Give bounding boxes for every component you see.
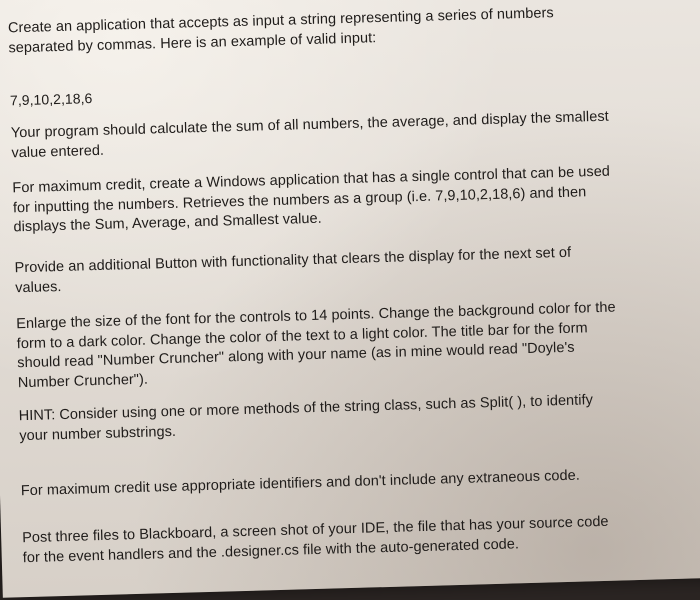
hint-paragraph: HINT: Consider using one or more methods of the string class, such as Split( ), to identify your number substrings.: [18, 392, 594, 444]
windows-app-paragraph: For maximum credit, create a Windows application that has a single control that can be used for inputting the numbers. Retrieves the numbers as a group (i.e. 7,9,10,2,18,6) and then displays the Sum, Average, and Smallest value.: [12, 163, 611, 236]
example-input: 7,9,10,2,18,6: [9, 90, 93, 109]
clear-button-paragraph: Provide an additional Button with functionality that clears the display for the next set of values.: [14, 244, 572, 296]
identifiers-paragraph: For maximum credit use appropriate identifiers and don't include any extraneous code.: [20, 467, 581, 500]
intro-paragraph: Create an application that accepts as input a string representing a series of numbers separated by commas. Here is an example of valid input:: [7, 5, 554, 56]
calculation-paragraph: Your program should calculate the sum of all numbers, the average, and display the smallest value entered.: [10, 108, 609, 161]
font-and-color-paragraph: Enlarge the size of the font for the controls to 14 points. Change the background color for the form to a dark color. Change the color of the text to a light color. The title bar for the form should read "Number Cruncher" along with your name (as in mine would read "Doyle's Number Cruncher").: [16, 299, 616, 391]
submission-paragraph: Post three files to Blackboard, a screen shot of your IDE, the file that has your source code for the event handlers and the .designer.cs file with the auto-generated code.: [21, 513, 609, 566]
